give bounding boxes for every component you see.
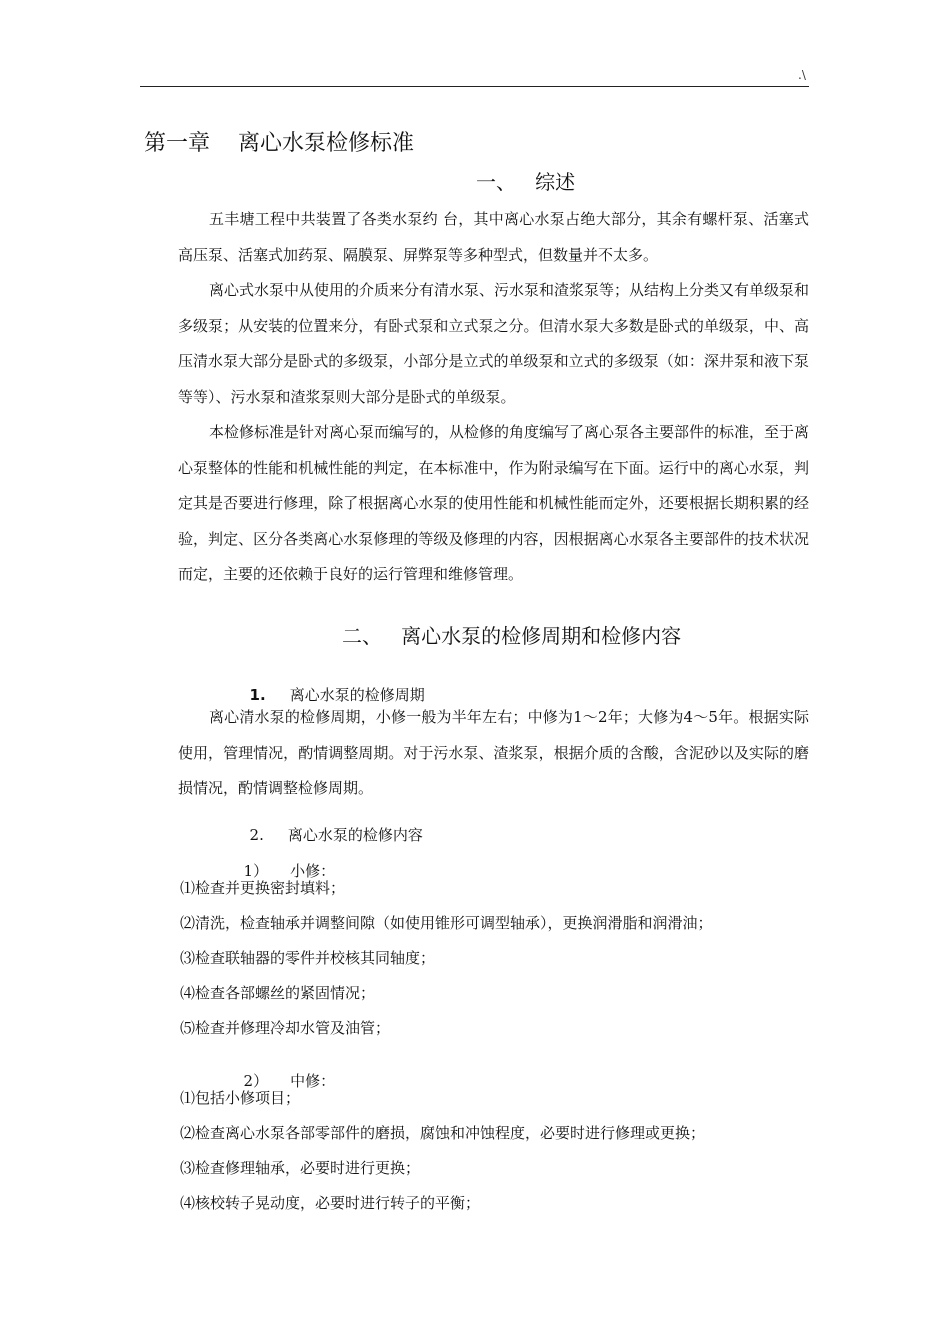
list-item: ⑵清洗，检查轴承并调整间隙（如使用锥形可调型轴承），更换润滑脂和润滑油； [180,914,713,932]
section-heading-cycle: 二、 离心水泵的检修周期和检修内容 [342,624,682,648]
minor-number: 1） [243,862,269,880]
list-item: ⑶检查联轴器的零件并校核其同轴度； [180,949,436,967]
paragraph-scope: 本检修标准是针对离心泵而编写的，从检修的角度编写了离心泵各主要部件的标准，至于离心泵整体的性能和机械性能的判定，在本标准中，作为附录编写在下面。运行中的离心水泵，判定其是否要进行修理，除了根据离心水泵的使用性能和机械性能而定外，还要根据长期积累的经验，判定、区分各类离心水泵修理的等级及修理的内容，因根据离心水泵各主要部件的技术状况而定，主要的还依赖于良好的运行管理和维修管理。 [178,423,810,583]
list-item: ⑷检查各部螺丝的紧固情况； [180,984,376,1002]
list-item: ⑴包括小修项目； [180,1089,301,1107]
paragraph-classification: 离心式水泵中从使用的介质来分有清水泵、污水泵和渣浆泵等；从结构上分类又有单级泵和多级泵；从安装的位置来分，有卧式泵和立式泵之分。但清水泵大多数是卧式的单级泵，中、高压清水泵大部分是卧式的多级泵，小部分是立式的单级泵和立式的多级泵（如：深井泵和液下泵等等）、污水泵和渣浆泵则大部分是卧式的单级泵。 [178,281,810,406]
subheading-minor-repair [234,842,335,881]
header-rule [140,86,809,87]
section-heading-overview: 一、 综述 [476,170,576,194]
list-item: ⑸检查并修理冷却水管及油管； [180,1019,391,1037]
minor-title: 小修： [290,862,336,880]
subheading-content [240,806,423,845]
list-item: ⑷核校转子晃动度，必要时进行转子的平衡； [180,1194,481,1212]
subheading-title: 离心水泵的检修内容 [287,826,423,844]
subheading-number: 1. [249,686,266,704]
paragraph-cycle: 离心清水泵的检修周期，小修一般为半年左右；中修为1～2年；大修为4～5年。根据实际使用，管理情况，酌情调整周期。对于污水泵、渣浆泵，根据介质的含酸，含泥砂以及实际的磨损情况，酌情调整检修周期。 [178,708,809,797]
subheading-title: 离心水泵的检修周期 [289,686,425,704]
list-item: ⑶检查修理轴承，必要时进行更换； [180,1159,421,1177]
medium-number: 2） [243,1072,269,1090]
subheading-medium-repair [234,1052,335,1091]
list-item: ⑴检查并更换密封填料； [180,879,346,897]
chapter-title: 第一章 离心水泵检修标准 [144,131,414,156]
header-mark: .\ [798,68,806,82]
list-item: ⑵检查离心水泵各部零部件的磨损，腐蚀和冲蚀程度，必要时进行修理或更换； [180,1124,706,1142]
subheading-number: 2. [249,826,264,844]
paragraph-intro: 五丰塘工程中共装置了各类水泵约 台，其中离心水泵占绝大部分，其余有螺杆泵、活塞式高压泵、活塞式加药泵、隔膜泵、屏弊泵等多种型式，但数量并不太多。 [178,210,809,264]
medium-title: 中修： [290,1072,336,1090]
